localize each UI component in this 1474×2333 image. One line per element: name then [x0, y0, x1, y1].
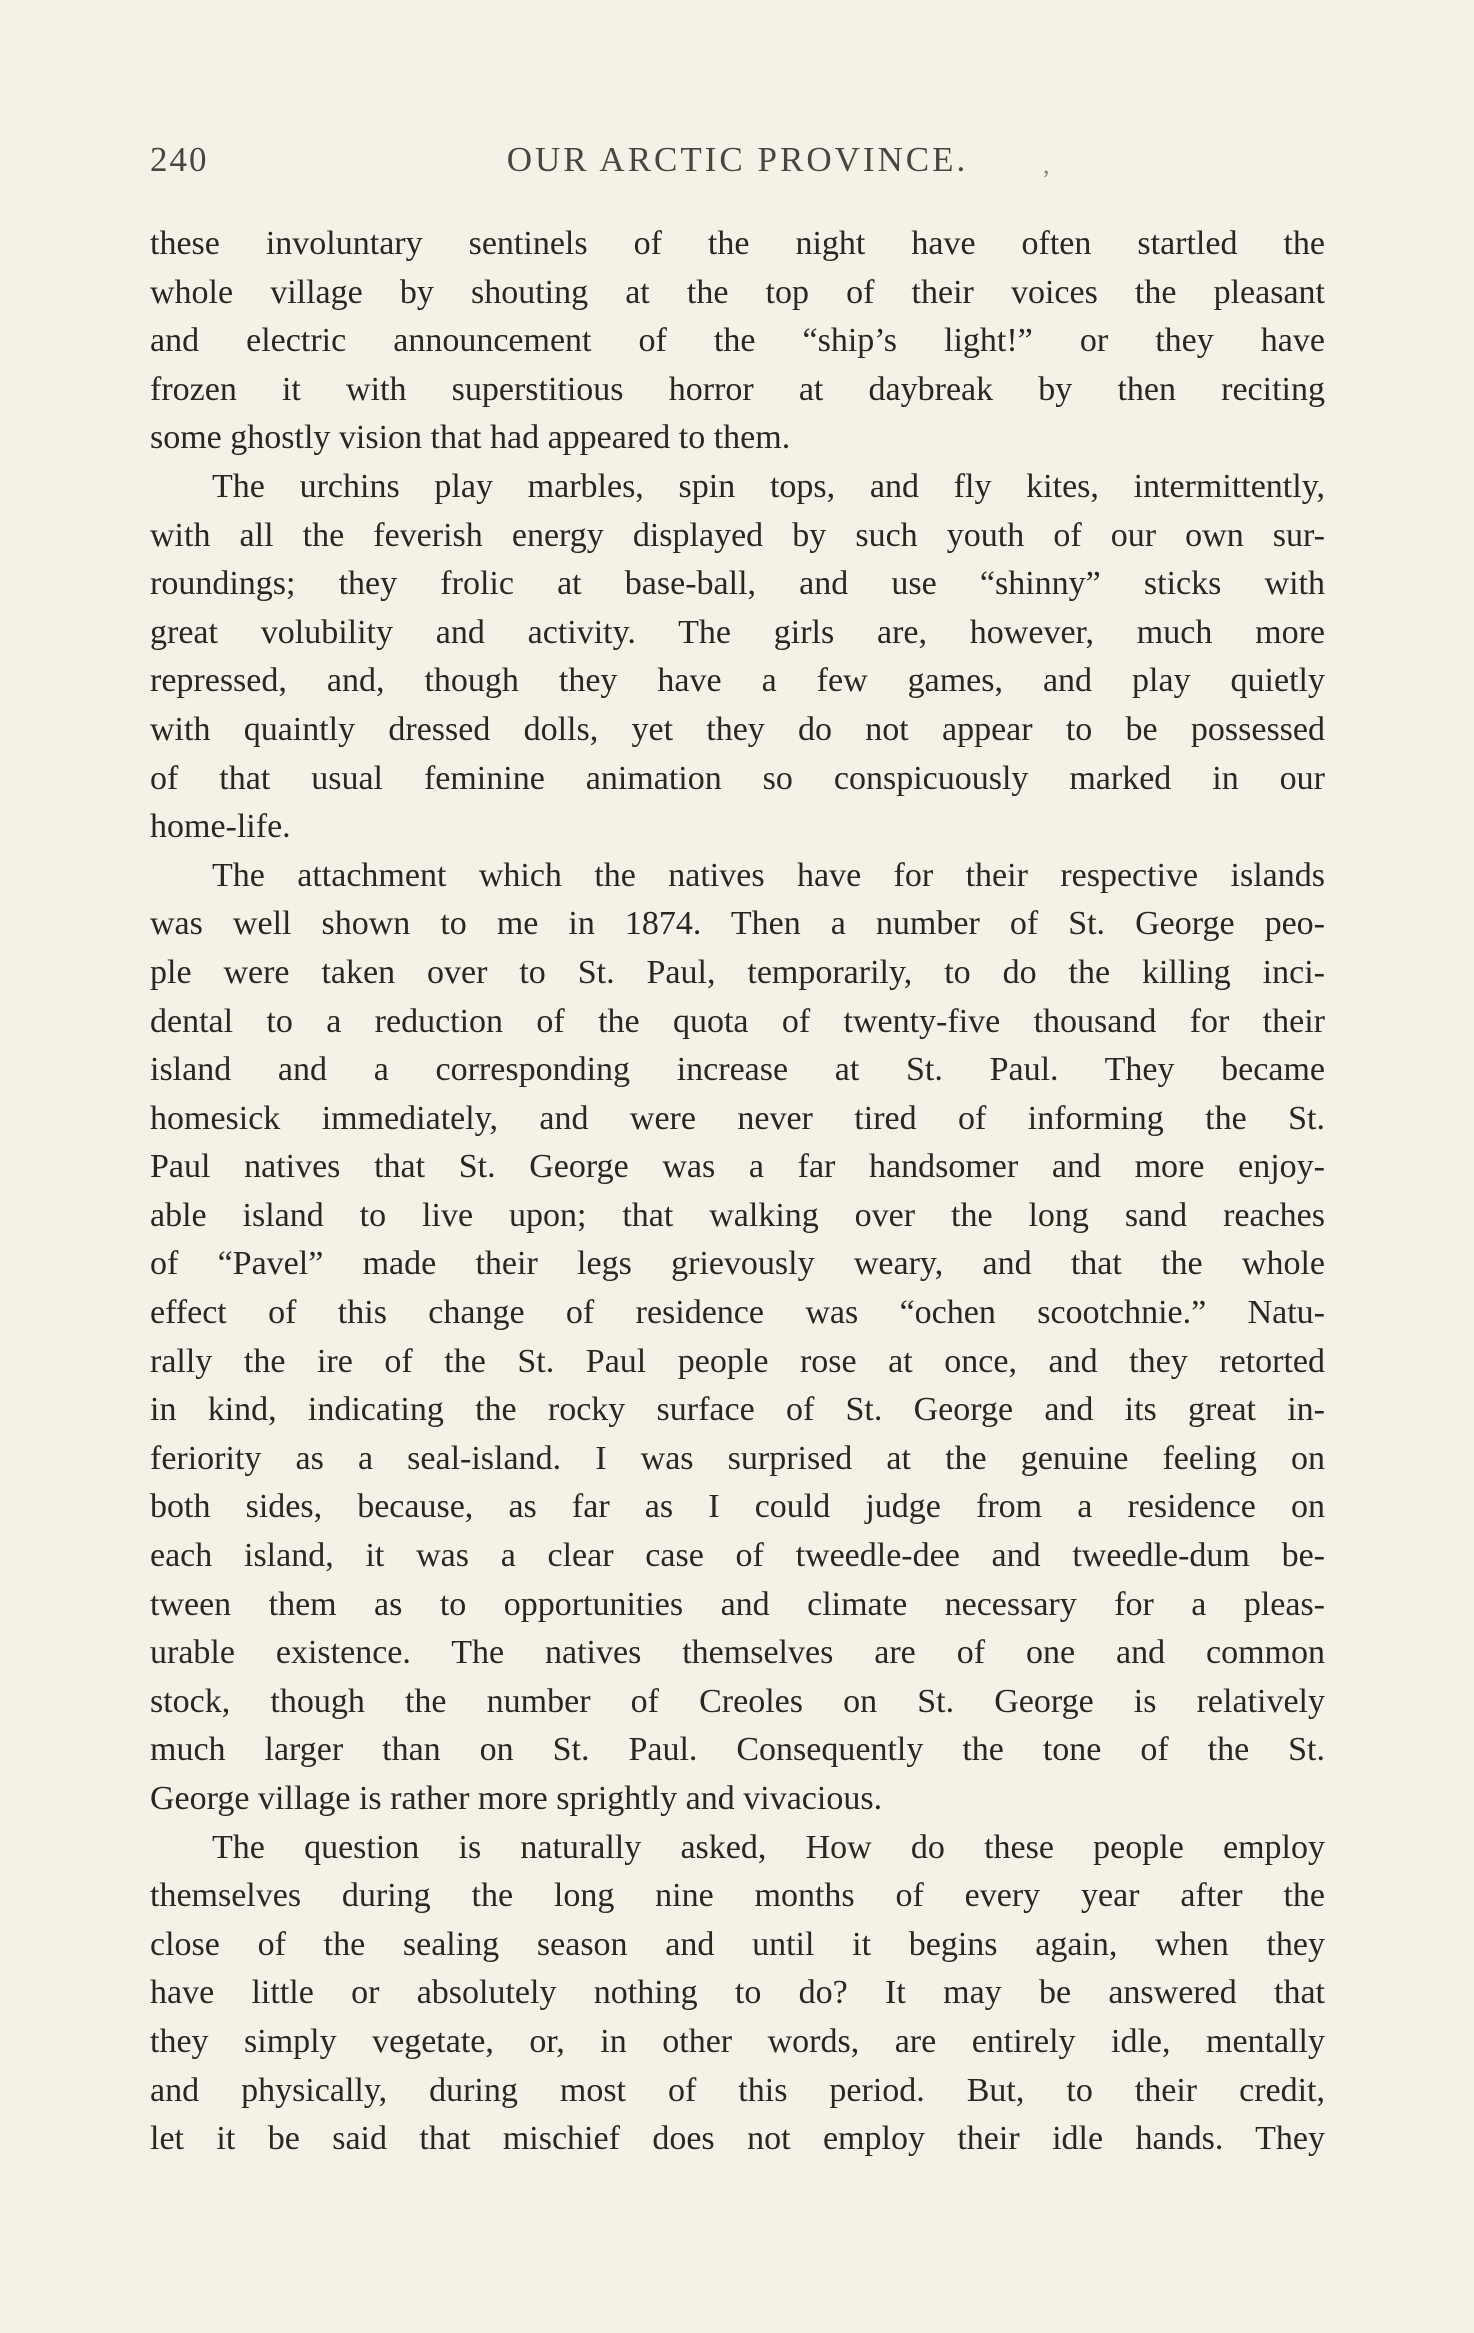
text-line: of that usual feminine animation so conspicuously marked in our — [150, 759, 1325, 797]
text-line: stock, though the number of Creoles on St. George is relatively — [150, 1682, 1325, 1720]
text-line: able island to live upon; that walking over the long sand reaches — [150, 1196, 1325, 1234]
text-line: tween them as to opportunities and climate necessary for a pleas- — [150, 1585, 1325, 1623]
text-line: these involuntary sentinels of the night have often startled the — [150, 225, 1325, 262]
text-line: Paul natives that St. George was a far handsomer and more enjoy- — [150, 1148, 1325, 1186]
text-line: and physically, during most of this period. But, to their credit, — [150, 2071, 1325, 2109]
text-line: was well shown to me in 1874. Then a number of St. George peo- — [150, 905, 1325, 943]
text-line: ple were taken over to St. Paul, temporarily, to do the killing inci- — [150, 953, 1325, 991]
paragraph-start-line: The attachment which the natives have for their respective islands — [212, 856, 1325, 894]
running-head — [150, 140, 1325, 196]
text-line: rally the ire of the St. Paul people rose at once, and they retorted — [150, 1342, 1325, 1380]
page-number: 240 — [150, 140, 209, 179]
text-line: let it be said that mischief does not employ their idle hands. They — [150, 2120, 1325, 2158]
paragraph-end-line: home-life. — [150, 808, 291, 846]
text-line: in kind, indicating the rocky surface of St. George and its great in- — [150, 1391, 1325, 1429]
text-line: urable existence. The natives themselves are of one and common — [150, 1634, 1325, 1672]
text-line: with all the feverish energy displayed by such youth of our own sur- — [150, 516, 1325, 554]
paragraph-end-line: some ghostly vision that had appeared to them. — [150, 419, 791, 457]
text-line: effect of this change of residence was “ochen scootchnie.” Natu- — [150, 1294, 1325, 1332]
paragraph-start-line: The urchins play marbles, spin tops, and fly kites, intermittently, — [212, 467, 1325, 505]
text-line: have little or absolutely nothing to do? It may be answered that — [150, 1974, 1325, 2012]
text-line: both sides, because, as far as I could judge from a residence on — [150, 1488, 1325, 1526]
text-line: with quaintly dressed dolls, yet they do not appear to be possessed — [150, 710, 1325, 748]
text-line: whole village by shouting at the top of their voices the pleasant — [150, 273, 1325, 311]
text-body — [150, 220, 1325, 2164]
paragraph-start-line: The question is naturally asked, How do these people employ — [212, 1828, 1325, 1866]
paragraph-end-line: George village is rather more sprightly and vivacious. — [150, 1780, 883, 1817]
text-line: each island, it was a clear case of tweedle-dee and tweedle-dum be- — [150, 1537, 1325, 1575]
running-title: OUR ARCTIC PROVINCE. — [506, 140, 969, 179]
stray-mark: , — [1043, 150, 1050, 179]
text-line: they simply vegetate, or, in other words, are entirely idle, mentally — [150, 2022, 1325, 2060]
text-line: homesick immediately, and were never tired of informing the St. — [150, 1099, 1325, 1137]
text-line: feriority as a seal-island. I was surprised at the genuine feeling on — [150, 1439, 1325, 1477]
text-line: themselves during the long nine months of every year after the — [150, 1877, 1325, 1915]
text-line: close of the sealing season and until it begins again, when they — [150, 1925, 1325, 1963]
text-line: much larger than on St. Paul. Consequently the tone of the St. — [150, 1731, 1325, 1769]
text-line: and electric announcement of the “ship’s light!” or they have — [150, 322, 1325, 360]
text-line: dental to a reduction of the quota of twenty-five thousand for their — [150, 1002, 1325, 1040]
text-line: of “Pavel” made their legs grievously weary, and that the whole — [150, 1245, 1325, 1283]
text-line: great volubility and activity. The girls are, however, much more — [150, 613, 1325, 651]
text-line: frozen it with superstitious horror at daybreak by then reciting — [150, 370, 1325, 408]
text-line: repressed, and, though they have a few games, and play quietly — [150, 662, 1325, 700]
text-line: island and a corresponding increase at St. Paul. They became — [150, 1051, 1325, 1089]
text-line: roundings; they frolic at base-ball, and use “shinny” sticks with — [150, 565, 1325, 603]
